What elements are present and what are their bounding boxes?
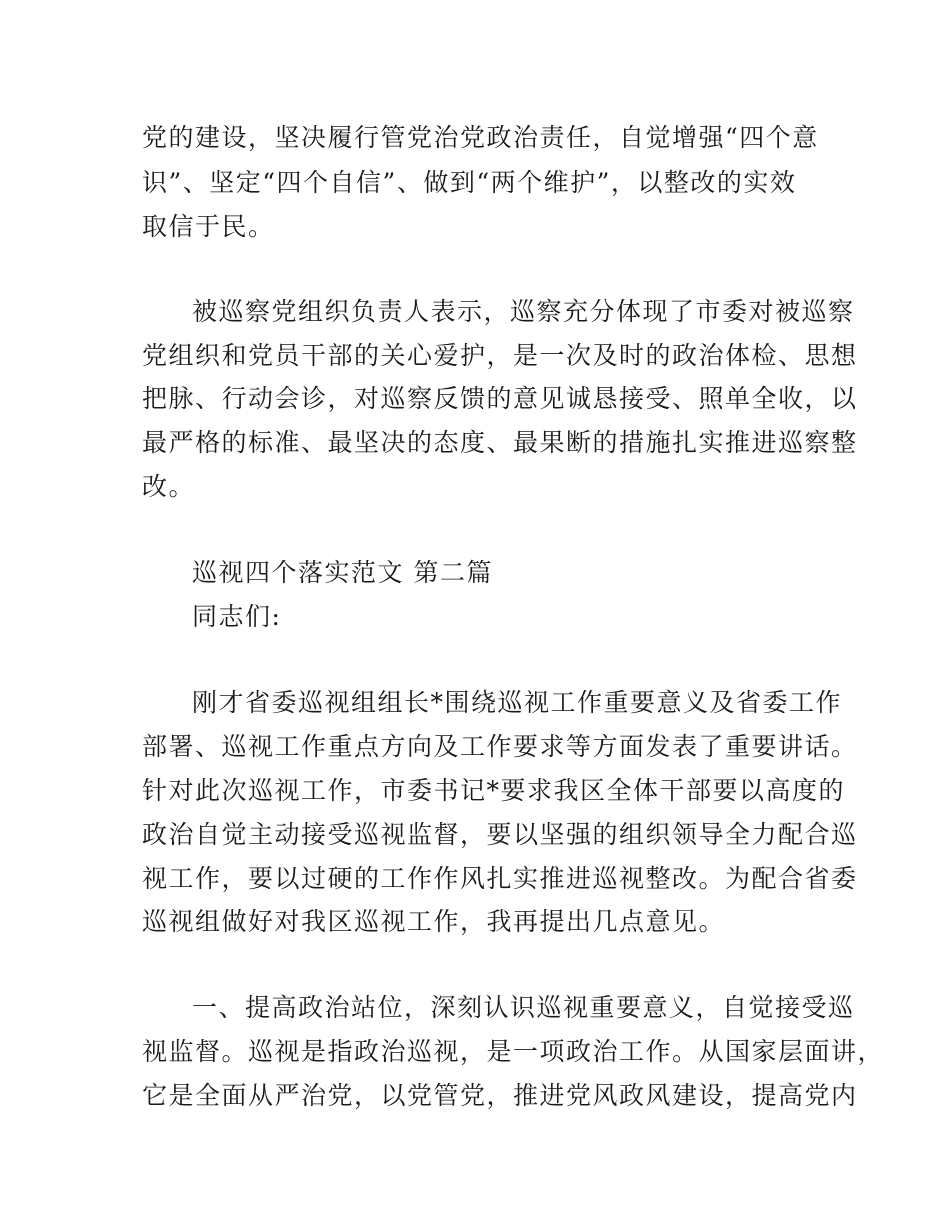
paragraph-4-line-3: 它是全面从严治党，以党管党，推进党风政风建设，提高党内: [142, 1081, 858, 1110]
paragraph-4-line-1: 一、提高政治站位，深刻认识巡视重要意义，自觉接受巡: [192, 993, 855, 1022]
paragraph-3-line-4: 政治自觉主动接受巡视监督，要以坚强的组织领导全力配合巡: [142, 820, 858, 849]
paragraph-2-line-4: 最严格的标准、最坚决的态度、最果断的措施扎实推进巡察整: [142, 428, 858, 457]
paragraph-1-line-1: 党的建设，坚决履行管党治党政治责任，自觉增强“四个意: [142, 123, 819, 152]
paragraph-3-line-1: 刚才省委巡视组组长*围绕巡视工作重要意义及省委工作: [192, 688, 843, 717]
paragraph-2-line-5: 改。: [142, 472, 196, 501]
paragraph-3-line-2: 部署、巡视工作重点方向及工作要求等方面发表了重要讲话。: [142, 732, 858, 761]
paragraph-2-line-2: 党组织和党员干部的关心爱护，是一次及时的政治体检、思想: [142, 341, 858, 370]
paragraph-3-line-6: 巡视组做好对我区巡视工作，我再提出几点意见。: [142, 907, 726, 936]
paragraph-3-line-3: 针对此次巡视工作，市委书记*要求我区全体干部要以高度的: [142, 776, 846, 805]
paragraph-3-line-5: 视工作，要以过硬的工作作风扎实推进巡视整改。为配合省委: [142, 864, 858, 893]
paragraph-1-line-2: 识”、坚定“四个自信”、做到“两个维护”，以整改的实效: [142, 168, 797, 197]
section-title: 巡视四个落实范文 第二篇: [192, 558, 493, 587]
salutation: 同志们:: [192, 602, 282, 631]
paragraph-4-line-2: 视监督。巡视是指政治巡视，是一项政治工作。从国家层面讲，: [142, 1037, 885, 1066]
paragraph-1-line-3: 取信于民。: [142, 212, 275, 241]
paragraph-2-line-1: 被巡察党组织负责人表示，巡察充分体现了市委对被巡察: [192, 297, 855, 326]
paragraph-2-line-3: 把脉、行动会诊，对巡察反馈的意见诚恳接受、照单全收，以: [142, 384, 858, 413]
